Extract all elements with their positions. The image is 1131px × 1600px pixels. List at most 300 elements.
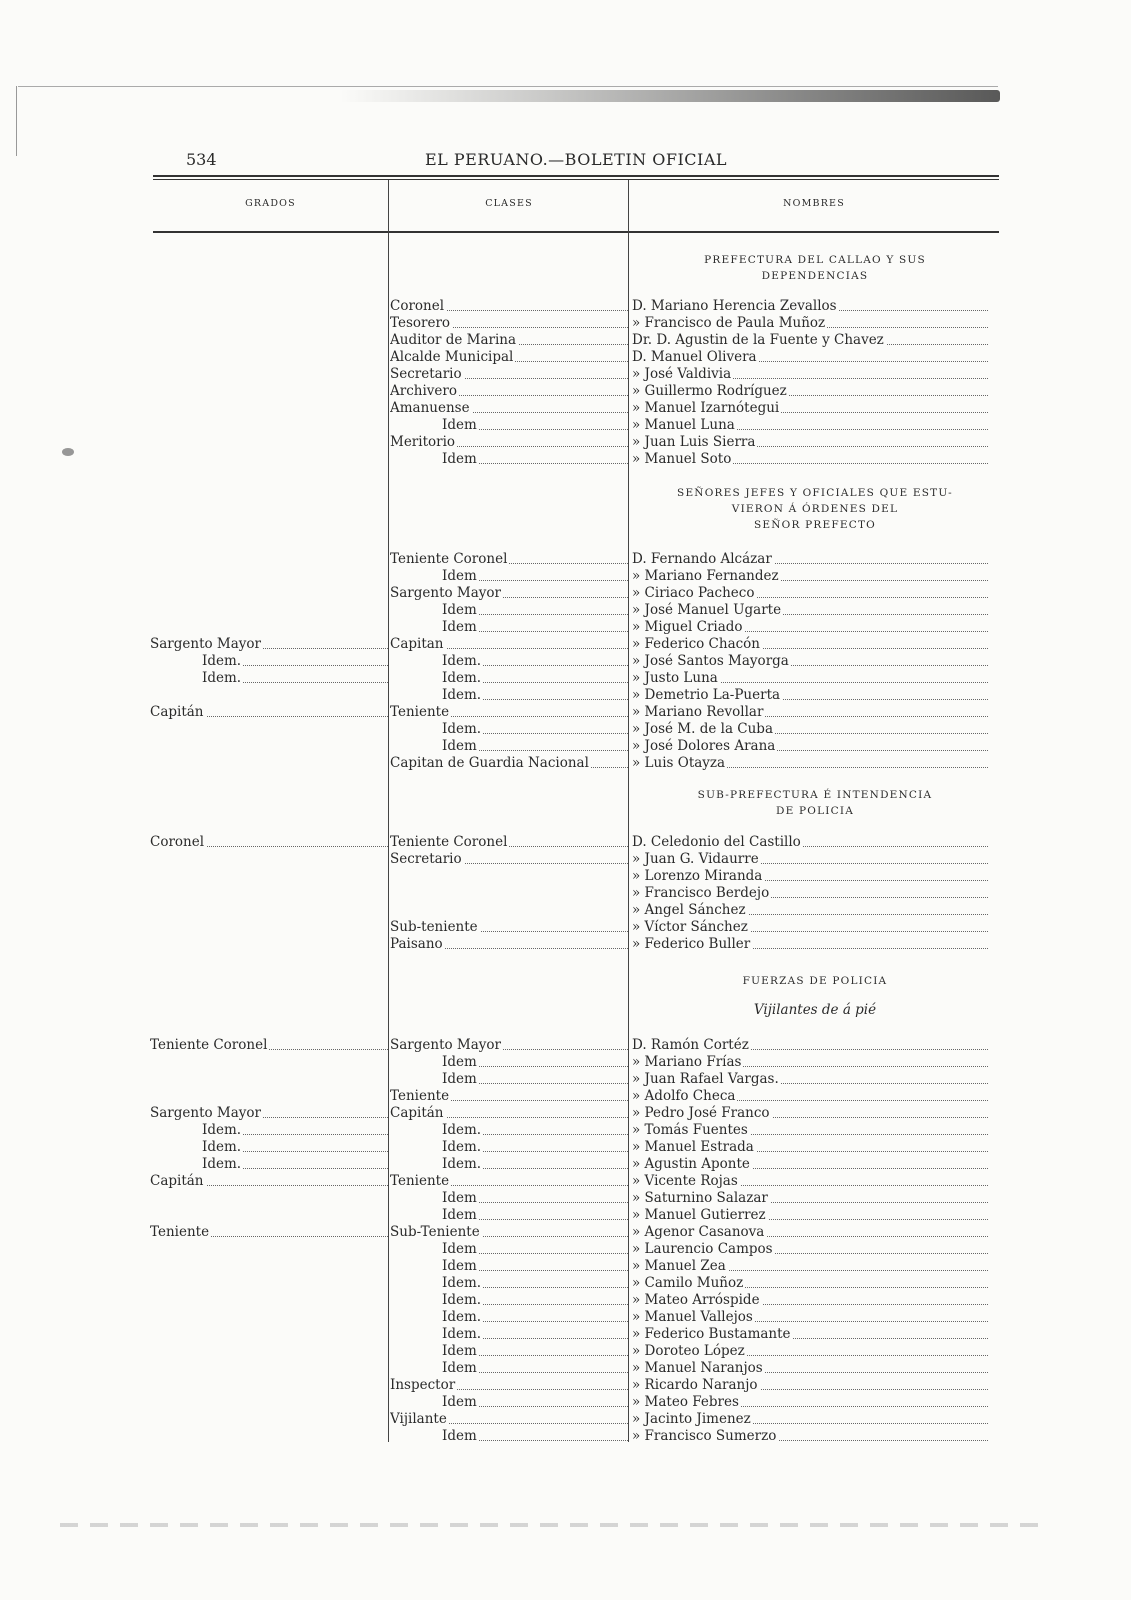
section-heading: DEPENDENCIAS: [761, 270, 869, 282]
nombre-cell: [632, 434, 988, 451]
clase-cell-text: Secretario: [390, 851, 462, 867]
grado-cell: [150, 721, 388, 738]
grado-cell: [150, 902, 388, 919]
clase-cell: [390, 1258, 628, 1275]
clase-cell-text: Vijilante: [390, 1411, 447, 1427]
clase-cell-text: Teniente: [390, 704, 450, 720]
grado-cell: [150, 636, 388, 653]
nombre-cell-text: » Víctor Sánchez: [632, 919, 748, 935]
nombre-cell-text: » Juan Luis Sierra: [632, 434, 756, 450]
clase-cell: [390, 919, 628, 936]
grado-cell: [150, 383, 388, 400]
clase-cell: [390, 298, 628, 315]
clase-cell-text: Idem: [390, 1071, 479, 1087]
nombre-cell: [632, 1292, 988, 1309]
grado-cell: [150, 332, 388, 349]
grado-cell: [150, 1428, 388, 1445]
nombre-cell-text: » Federico Buller: [632, 936, 751, 952]
page-header: [153, 150, 999, 178]
clase-cell: [390, 434, 628, 451]
nombre-cell-text: D. Celedonio del Castillo: [632, 834, 801, 850]
nombre-cell: [632, 1377, 988, 1394]
section-heading: FUERZAS DE POLICIA: [742, 975, 888, 987]
nombre-cell: [632, 1428, 988, 1445]
clase-cell: [390, 1428, 628, 1445]
grado-cell-text: Idem.: [150, 670, 243, 686]
section-subheading: Vijilantes de á pié: [753, 1002, 877, 1018]
nombre-cell: [632, 298, 988, 315]
scan-smudge: [340, 90, 1000, 102]
scan-edge-line: [18, 86, 998, 87]
nombre-cell: [632, 755, 988, 772]
clase-cell-text: Tesorero: [390, 315, 451, 331]
grado-cell-text: Idem.: [150, 1122, 243, 1138]
grado-cell-text: Capitán: [150, 704, 204, 720]
grado-cell: [150, 738, 388, 755]
grado-cell: [150, 834, 388, 851]
clase-cell: [390, 1037, 628, 1054]
header-rule-thick: [153, 175, 999, 177]
nombre-cell: [632, 315, 988, 332]
clase-cell: [390, 1156, 628, 1173]
clase-cell: [390, 936, 628, 953]
nombre-cell: [632, 687, 988, 704]
clase-cell: [390, 1088, 628, 1105]
grado-cell: [150, 670, 388, 687]
clase-cell-text: Idem: [390, 1343, 479, 1359]
clase-cell-text: Idem: [390, 568, 479, 584]
scan-left-edge: [16, 86, 17, 156]
clase-cell-text: Idem.: [390, 1275, 483, 1291]
nombre-cell: [632, 332, 988, 349]
grado-cell: [150, 451, 388, 468]
clase-cell: [390, 366, 628, 383]
nombre-cell: [632, 366, 988, 383]
clase-cell-text: Idem.: [390, 670, 483, 686]
nombre-cell: [632, 568, 988, 585]
clase-cell: [390, 1224, 628, 1241]
grado-cell: [150, 1394, 388, 1411]
grado-cell: [150, 1224, 388, 1241]
clase-cell-text: Idem.: [390, 721, 483, 737]
nombre-cell: [632, 851, 988, 868]
nombre-cell: [632, 738, 988, 755]
grado-cell-text: Teniente Coronel: [150, 1037, 268, 1053]
grado-cell-text: Capitán: [150, 1173, 204, 1189]
clase-cell-text: Idem: [390, 1190, 479, 1206]
grado-cell: [150, 1292, 388, 1309]
nombre-cell-text: » Angel Sánchez: [632, 902, 746, 918]
grado-cell: [150, 298, 388, 315]
grado-cell: [150, 851, 388, 868]
grado-cell: [150, 1037, 388, 1054]
clase-cell: [390, 619, 628, 636]
nombre-cell: [632, 551, 988, 568]
nombre-cell: [632, 1173, 988, 1190]
clase-cell: [390, 1309, 628, 1326]
clase-cell: [390, 1241, 628, 1258]
column-divider-left: [388, 180, 389, 1442]
nombre-cell: [632, 885, 988, 902]
nombre-cell-text: » Luis Otayza: [632, 755, 726, 771]
nombre-cell-text: » Mariano Revollar: [632, 704, 764, 720]
nombre-cell-text: » Guillermo Rodríguez: [632, 383, 787, 399]
grado-cell: [150, 1343, 388, 1360]
clase-cell-text: Idem.: [390, 653, 483, 669]
nombre-cell-text: » Vicente Rojas: [632, 1173, 738, 1189]
grado-cell: [150, 1088, 388, 1105]
clase-cell: [390, 653, 628, 670]
clase-cell: [390, 1411, 628, 1428]
nombre-cell-text: » Francisco de Paula Muñoz: [632, 315, 826, 331]
nombre-cell: [632, 349, 988, 366]
clase-cell-text: Capitán: [390, 1105, 444, 1121]
grado-cell: [150, 868, 388, 885]
nombre-cell: [632, 1139, 988, 1156]
nombre-cell-text: » Jacinto Jimenez: [632, 1411, 751, 1427]
nombre-cell: [632, 834, 988, 851]
nombre-cell: [632, 704, 988, 721]
nombre-cell: [632, 1394, 988, 1411]
nombre-cell-text: » Mariano Fernandez: [632, 568, 779, 584]
clase-cell: [390, 1394, 628, 1411]
clase-cell-text: Amanuense: [390, 400, 470, 416]
grado-cell: [150, 653, 388, 670]
nombre-cell-text: » Manuel Gutierrez: [632, 1207, 766, 1223]
nombre-cell: [632, 1088, 988, 1105]
clase-cell-text: Idem.: [390, 1122, 483, 1138]
grado-cell: [150, 1309, 388, 1326]
nombre-cell: [632, 1122, 988, 1139]
grado-cell-text: Idem.: [150, 1139, 243, 1155]
column-header-grados: GRADOS: [245, 198, 296, 209]
nombre-cell-text: » Manuel Luna: [632, 417, 735, 433]
grado-cell: [150, 1190, 388, 1207]
clase-cell-text: Idem: [390, 602, 479, 618]
clase-cell: [390, 585, 628, 602]
clase-cell-text: Idem: [390, 619, 479, 635]
grado-cell: [150, 885, 388, 902]
clase-cell: [390, 636, 628, 653]
grado-cell: [150, 1139, 388, 1156]
nombre-cell-text: » Juan Rafael Vargas.: [632, 1071, 779, 1087]
clase-cell: [390, 315, 628, 332]
clase-cell: [390, 1054, 628, 1071]
clase-cell-text: Teniente Coronel: [390, 834, 508, 850]
nombre-cell-text: » José Santos Mayorga: [632, 653, 789, 669]
clase-cell: [390, 1292, 628, 1309]
nombre-cell-text: » Ricardo Naranjo: [632, 1377, 758, 1393]
grado-cell: [150, 1377, 388, 1394]
scan-bottom-noise: [60, 1523, 1050, 1527]
nombre-cell: [632, 383, 988, 400]
grado-cell: [150, 919, 388, 936]
grado-cell: [150, 1241, 388, 1258]
clase-cell: [390, 687, 628, 704]
grado-cell: [150, 1054, 388, 1071]
nombre-cell-text: Dr. D. Agustin de la Fuente y Chavez: [632, 332, 884, 348]
clase-cell: [390, 704, 628, 721]
grado-cell: [150, 1156, 388, 1173]
clase-cell-text: Idem: [390, 1258, 479, 1274]
clase-cell-text: Idem: [390, 1428, 479, 1444]
nombre-cell: [632, 619, 988, 636]
nombre-cell: [632, 1411, 988, 1428]
nombre-cell: [632, 1360, 988, 1377]
nombre-cell-text: » Laurencio Campos: [632, 1241, 773, 1257]
clase-cell-text: Auditor de Marina: [390, 332, 517, 348]
section-heading: VIERON Á ÓRDENES DEL: [731, 503, 899, 515]
page-number: 534: [186, 150, 217, 169]
nombre-cell-text: » Federico Chacón: [632, 636, 761, 652]
nombre-cell: [632, 1037, 988, 1054]
grado-cell: [150, 936, 388, 953]
clase-cell-text: Idem: [390, 1054, 479, 1070]
section-heading: DE POLICIA: [776, 805, 854, 817]
grado-cell: [150, 585, 388, 602]
clase-cell: [390, 1275, 628, 1292]
nombre-cell-text: » Adolfo Checa: [632, 1088, 736, 1104]
nombre-cell: [632, 451, 988, 468]
nombre-cell: [632, 400, 988, 417]
clase-cell: [390, 551, 628, 568]
nombre-cell-text: » Federico Bustamante: [632, 1326, 791, 1342]
nombre-cell: [632, 653, 988, 670]
clase-cell-text: Teniente: [390, 1173, 450, 1189]
clase-cell-text: Idem: [390, 1241, 479, 1257]
grado-cell: [150, 400, 388, 417]
clase-cell-text: Idem: [390, 451, 479, 467]
grado-cell: [150, 551, 388, 568]
nombre-cell-text: » Francisco Sumerzo: [632, 1428, 777, 1444]
clase-cell-text: Idem.: [390, 1156, 483, 1172]
clase-cell-text: Inspector: [390, 1377, 456, 1393]
clase-cell: [390, 1190, 628, 1207]
clase-cell-text: Coronel: [390, 298, 445, 314]
grado-cell: [150, 619, 388, 636]
grado-cell-text: Coronel: [150, 834, 205, 850]
nombre-cell-text: » José Manuel Ugarte: [632, 602, 782, 618]
clase-cell-text: Archivero: [390, 383, 457, 399]
clase-cell-text: Capitan de Guardia Nacional: [390, 755, 589, 771]
nombre-cell-text: » Justo Luna: [632, 670, 718, 686]
nombre-cell: [632, 585, 988, 602]
grado-cell: [150, 1411, 388, 1428]
nombre-cell-text: » Doroteo López: [632, 1343, 745, 1359]
grado-cell: [150, 704, 388, 721]
clase-cell-text: Idem.: [390, 1309, 483, 1325]
clase-cell-text: Idem: [390, 417, 479, 433]
clase-cell: [390, 1071, 628, 1088]
nombre-cell-text: » Tomás Fuentes: [632, 1122, 748, 1138]
grado-cell: [150, 1122, 388, 1139]
clase-cell-text: Sub-Teniente: [390, 1224, 480, 1240]
nombre-cell-text: » Pedro José Franco: [632, 1105, 770, 1121]
clase-cell-text: Meritorio: [390, 434, 456, 450]
clase-cell: [390, 834, 628, 851]
clase-cell: [390, 451, 628, 468]
clase-cell-text: Idem: [390, 1394, 479, 1410]
nombre-cell-text: D. Fernando Alcázar: [632, 551, 772, 567]
clase-cell-text: Capitan: [390, 636, 444, 652]
grado-cell-text: Teniente: [150, 1224, 210, 1240]
grado-cell-text: Sargento Mayor: [150, 636, 261, 652]
grado-cell: [150, 568, 388, 585]
clase-cell: [390, 1122, 628, 1139]
grado-cell: [150, 1071, 388, 1088]
clase-cell-text: Idem: [390, 1360, 479, 1376]
grado-cell: [150, 417, 388, 434]
grado-cell: [150, 602, 388, 619]
nombre-cell: [632, 1190, 988, 1207]
nombre-cell-text: » José Dolores Arana: [632, 738, 776, 754]
clase-cell: [390, 349, 628, 366]
nombre-cell-text: » Agustin Aponte: [632, 1156, 750, 1172]
clase-cell-text: Idem.: [390, 687, 483, 703]
nombre-cell: [632, 1309, 988, 1326]
grado-cell: [150, 1207, 388, 1224]
section-heading: SEÑORES JEFES Y OFICIALES QUE ESTU-: [677, 487, 953, 499]
nombre-cell: [632, 1156, 988, 1173]
clase-cell-text: Teniente Coronel: [390, 551, 508, 567]
nombre-cell-text: » Mateo Febres: [632, 1394, 739, 1410]
clase-cell-text: Teniente: [390, 1088, 450, 1104]
clase-cell: [390, 568, 628, 585]
clase-cell: [390, 602, 628, 619]
nombre-cell-text: » Camilo Muñoz: [632, 1275, 744, 1291]
nombre-cell-text: » Agenor Casanova: [632, 1224, 765, 1240]
column-header-clases: CLASES: [485, 198, 533, 209]
clase-cell: [390, 400, 628, 417]
clase-cell: [390, 1207, 628, 1224]
nombre-cell: [632, 721, 988, 738]
clase-cell: [390, 868, 628, 885]
page-title: EL PERUANO.—BOLETIN OFICIAL: [424, 150, 728, 169]
header-rule-thin: [153, 179, 999, 180]
clase-cell: [390, 1139, 628, 1156]
nombre-cell-text: » Manuel Izarnótegui: [632, 400, 780, 416]
nombre-cell-text: » Miguel Criado: [632, 619, 743, 635]
grado-cell: [150, 755, 388, 772]
grado-cell: [150, 366, 388, 383]
clase-cell: [390, 383, 628, 400]
section-heading: PREFECTURA DEL CALLAO Y SUS: [704, 254, 926, 266]
grado-cell: [150, 434, 388, 451]
clase-cell: [390, 738, 628, 755]
clase-cell: [390, 1326, 628, 1343]
clase-cell: [390, 1173, 628, 1190]
nombre-cell-text: » Manuel Soto: [632, 451, 732, 467]
clase-cell-text: Alcalde Municipal: [390, 349, 514, 365]
clase-cell: [390, 851, 628, 868]
clase-cell: [390, 721, 628, 738]
nombre-cell: [632, 1258, 988, 1275]
nombre-cell-text: » Manuel Vallejos: [632, 1309, 753, 1325]
nombre-cell-text: » José Valdivia: [632, 366, 732, 382]
clase-cell: [390, 885, 628, 902]
clase-cell-text: Idem.: [390, 1139, 483, 1155]
clase-cell-text: Sub-teniente: [390, 919, 478, 935]
nombre-cell: [632, 1343, 988, 1360]
nombre-cell-text: » Francisco Berdejo: [632, 885, 770, 901]
nombre-cell-text: » Saturnino Salazar: [632, 1190, 768, 1206]
clase-cell: [390, 755, 628, 772]
nombre-cell: [632, 1275, 988, 1292]
clase-cell-text: Sargento Mayor: [390, 585, 501, 601]
grado-cell: [150, 1326, 388, 1343]
nombre-cell: [632, 417, 988, 434]
nombre-cell: [632, 636, 988, 653]
column-header-rule: [153, 231, 999, 233]
nombre-cell-text: » Juan G. Vidaurre: [632, 851, 759, 867]
clase-cell-text: Idem.: [390, 1326, 483, 1342]
nombre-cell-text: » Manuel Zea: [632, 1258, 726, 1274]
nombre-cell: [632, 1054, 988, 1071]
grado-cell: [150, 1360, 388, 1377]
nombre-cell: [632, 936, 988, 953]
section-heading: SUB-PREFECTURA É INTENDENCIA: [697, 789, 933, 801]
grado-cell-text: Idem.: [150, 653, 243, 669]
nombre-cell-text: » Ciriaco Pacheco: [632, 585, 755, 601]
section-heading: SEÑOR PREFECTO: [754, 519, 876, 531]
nombre-cell-text: » Mariano Frías: [632, 1054, 742, 1070]
nombre-cell: [632, 1241, 988, 1258]
nombre-cell-text: » Lorenzo Miranda: [632, 868, 763, 884]
nombre-cell: [632, 1071, 988, 1088]
ink-speck: [62, 448, 74, 456]
clase-cell-text: Sargento Mayor: [390, 1037, 501, 1053]
grado-cell: [150, 1275, 388, 1292]
grado-cell: [150, 687, 388, 704]
clase-cell-text: Secretario: [390, 366, 462, 382]
clase-cell: [390, 417, 628, 434]
clase-cell-text: Idem.: [390, 1292, 483, 1308]
nombre-cell: [632, 602, 988, 619]
clase-cell-text: Idem: [390, 738, 479, 754]
clase-cell: [390, 902, 628, 919]
clase-cell: [390, 1343, 628, 1360]
nombre-cell-text: D. Ramón Cortéz: [632, 1037, 749, 1053]
nombre-cell-text: » José M. de la Cuba: [632, 721, 773, 737]
grado-cell-text: Sargento Mayor: [150, 1105, 261, 1121]
grado-cell: [150, 1258, 388, 1275]
nombre-cell-text: D. Mariano Herencia Zevallos: [632, 298, 837, 314]
grado-cell: [150, 1105, 388, 1122]
nombre-cell-text: » Manuel Estrada: [632, 1139, 754, 1155]
nombre-cell: [632, 1326, 988, 1343]
clase-cell: [390, 1105, 628, 1122]
clase-cell: [390, 1360, 628, 1377]
nombre-cell: [632, 1105, 988, 1122]
nombre-cell-text: » Manuel Naranjos: [632, 1360, 763, 1376]
nombre-cell: [632, 902, 988, 919]
grado-cell: [150, 349, 388, 366]
nombre-cell: [632, 919, 988, 936]
nombre-cell: [632, 670, 988, 687]
grado-cell: [150, 1173, 388, 1190]
grado-cell: [150, 315, 388, 332]
clase-cell: [390, 332, 628, 349]
column-header-nombres: NOMBRES: [783, 198, 845, 209]
nombre-cell: [632, 1224, 988, 1241]
nombre-cell: [632, 1207, 988, 1224]
clase-cell-text: Idem: [390, 1207, 479, 1223]
nombre-cell-text: » Mateo Arróspide: [632, 1292, 760, 1308]
clase-cell-text: Paisano: [390, 936, 443, 952]
nombre-cell-text: » Demetrio La-Puerta: [632, 687, 781, 703]
column-divider-right: [628, 180, 629, 1442]
clase-cell: [390, 670, 628, 687]
